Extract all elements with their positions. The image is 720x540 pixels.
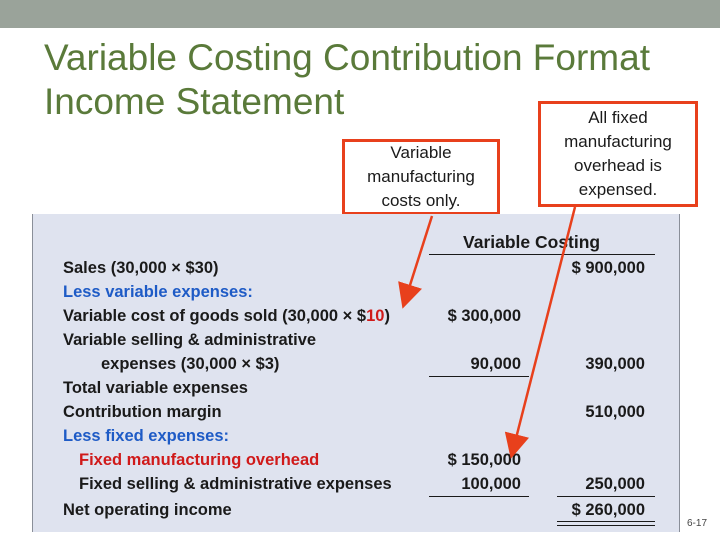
row-fmo-amount: $ 150,000 [447,451,521,469]
row-noi-amount: $ 260,000 [571,501,645,519]
row-total-variable-amount: 390,000 [585,355,645,373]
row-sales-total: $ 900,000 [571,259,645,277]
row-vsga-label-1: Variable selling & administrative [63,331,317,349]
callout-left-line-2: manufacturing [367,167,475,186]
row-cm-label: Contribution margin [63,403,222,421]
callout-left-line-1: Variable [390,143,452,162]
row-less-fixed-label: Less fixed expenses: [63,427,229,445]
vcogs-end: ) [384,307,390,325]
title-line-1: Variable Costing Contribution Format [44,37,650,78]
callout-right-line-2: manufacturing [564,132,672,151]
row-fsga-label: Fixed selling & administrative expenses [79,475,392,493]
title-line-2: Income Statement [44,81,345,122]
callout-right-line-3: overhead is [574,156,662,175]
row-total-variable-label: Total variable expenses [63,379,248,397]
row-cm-amount: 510,000 [585,403,645,421]
row-less-variable-label: Less variable expenses: [63,283,253,301]
row-fsga-amount: 100,000 [461,475,521,493]
row-noi-label: Net operating income [63,501,232,519]
callout-right-line-4: expensed. [578,180,658,199]
arrow-to-fmo [512,207,575,454]
row-vsga-amount: 90,000 [470,355,521,373]
row-vcogs-amount: $ 300,000 [447,307,521,325]
row-sales-label: Sales (30,000 × $30) [63,259,219,277]
callout-left-line-3: costs only. [381,191,461,210]
page-number: 6-17 [687,518,708,529]
callout-right-line-1: All fixed [588,108,648,127]
arrow-to-vcogs [404,216,432,304]
row-total-fixed-amount: 250,000 [585,475,645,493]
vcogs-text: Variable cost of goods sold (30,000 × $ [63,307,367,325]
vcogs-highlight: 10 [366,307,385,325]
column-header: Variable Costing [463,232,601,252]
row-vsga-label-2: expenses (30,000 × $3) [101,355,280,373]
row-fmo-label: Fixed manufacturing overhead [79,451,320,469]
